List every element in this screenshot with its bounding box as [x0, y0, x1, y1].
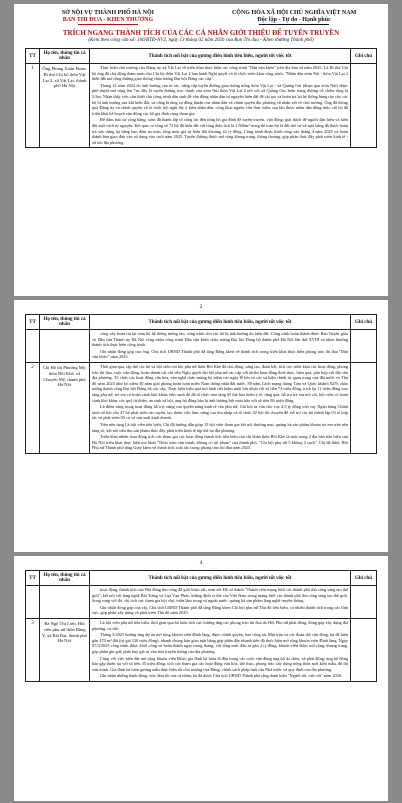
document-page-3: [14, 556, 388, 801]
table-header-row: [26, 571, 377, 586]
achievement-paragraph: Triển khai nhiều hoạt động tích cực tham gia các hoạt động thành tích tiêu biểu của chi đoàn thôn Bồi Khê là một trong 2 địa bàn tiêu biểu của Hà Nội triển khai thực hiện mô hình "Thôn xóm văn minh, không có tội phạm" của thành phố, "Chi hội phụ nữ 5 không 3 sạch". Chị đã được Hội Phụ nữ Thành phố tặng Giấy khen về thành tích xuất sắc trong phong trào thi đua năm 2025.: [92, 434, 348, 451]
table-row-continued: [26, 586, 377, 619]
col-header-note: Ghi chú: [351, 315, 377, 330]
person-info: [40, 586, 90, 619]
table-row: [26, 618, 377, 681]
agency-name: BAN THI ĐUA - KHEN THƯỞNG: [62, 17, 154, 23]
achievement-paragraph: Ghi nhận những hành động, việc làm tốt của cá nhân, bà đã được Chủ tịch UBND Thành phố tặng danh hiệu "Người tốt, việc tốt" năm 2026.: [100, 673, 343, 679]
col-header-name: Họ tên, thông tin cá nhân: [40, 49, 90, 64]
col-header-name: Họ tên, thông tin cá nhân: [40, 315, 90, 330]
achievement-paragraph: Ghi nhận đóng góp của chị, Chủ tịch UBND Thành phố đã tặng Bằng khen Chi hội phụ nữ Thủ đô tiêu biểu, có nhiều thành tích trong các lĩnh vực, góp phần xây dựng và phát triển Thủ đô năm 2025.: [92, 604, 348, 616]
achievements-table: [25, 48, 377, 148]
person-info: [40, 330, 90, 363]
motto: Độc lập - Tự do - Hạnh phúc: [257, 17, 331, 23]
row-number: 3: [26, 618, 40, 681]
note-cell: [351, 64, 377, 148]
table-row-continued: [26, 330, 377, 363]
achievement-paragraph: hoạt động, thành tích của Hội đồng thủ công đã giới khảo sát, xem xét Hồ sơ thành "Thành viên mạng lưới các thành phố thủ công sáng tạo thế giới", kết nối với làng nghề Bát Tràng và Lụa Vạn Phúc, khẳng định vị thế của Việt Nam trong mạng lưới các thành phố thủ công sáng tạo thế giới. Song song với đó, chị tích cực tham gia hội chợ, triển lãm trong và ngoài nước, quảng bá sản phẩm làng nghề truyền thống.: [92, 587, 348, 604]
achievement-text: [90, 618, 351, 681]
national-motto-block: [208, 10, 380, 25]
note-cell: [351, 362, 377, 453]
achievement-text: [90, 330, 351, 363]
agency-block: [22, 10, 194, 25]
col-header-note: Ghi chú: [351, 571, 377, 586]
country-name: CỘNG HÒA XÃ HỘI CHỦ NGHĨA VIỆT NAM: [231, 10, 357, 16]
person-info: Bà Ngô Thị Liên, Hội viên phụ nữ thôn Bằng Y, xã Bát Bạt, thành phố Hà Nội: [40, 618, 90, 681]
achievement-paragraph: Thực hiện chủ trương của Đảng ủy xã Vật Lại về triển khai thực hiện các công trình "Dân vận khéo" trên địa bàn xã năm 2025. Là Bí thư Chi bộ ông đã chủ động tham mưu cho Chi bộ thôn Vật Lại 2 ban hành Nghị quyết và tổ chức triển khai công trình: "Nhân dân xóm Núi - thôn Vật Lại 2 hiến đất mở rộng đường giao thông chào mừng Đại hội Đảng các cấp".: [92, 65, 348, 82]
col-header-name: Họ tên, thông tin cá nhân: [40, 571, 90, 586]
achievement-text: [90, 362, 351, 453]
col-header-achievement: Thành tích nổi bật của gương điển hình tiêu biểu, người tốt việc tốt: [90, 315, 351, 330]
achievement-paragraph: Cùng với việc hiến đất mở rộng khuôn viên Đình, gia đình bà luôn đi đầu trong các cuộc vận động ủng hộ do thôn, xã phát động: ủng hộ đồng bào gặp thiên tai với số tiền 35 triệu đồng; tích cực tham gia các hoạt động văn hóa, thể thao, phong trào xây dựng nông thôn mới kiểu mẫu, đô thị văn minh. Gia đình bà luôn gương mẫu thực hiện tốt chủ trương của Đảng, chính sách pháp luật của Nhà nước và quy định của địa phương.: [92, 655, 348, 672]
col-header-tt: TT: [26, 571, 40, 586]
table-row: [26, 64, 377, 148]
document-page-2: [14, 300, 388, 552]
achievement-paragraph: Ghi nhận đóng góp của ông, Chủ tịch UBND Thành phố đã tặng Bằng khen về thành tích trong triển khai thực hiện phong trào thi đua "Dân vận khéo" năm 2025.: [92, 348, 348, 360]
table-header-row: [26, 315, 377, 330]
document-header: [14, 4, 388, 25]
achievement-paragraph: Thời gian qua, tập thể các hộ và hội viên chi hội phụ nữ thôn Bồi Khê đã chủ động, sáng tạo, đoàn kết, tích cực triển khai các hoạt động, phong trào thi đua, cuộc vận động, hoàn thành các chỉ tiêu Nghị quyết đại hội phụ nữ các cấp với nhiều hoạt động thiết thực, hiệu quả, phù hợp với đặc thù địa phương. Tổ chức các hoạt động văn hóa, văn nghệ chào mừng kỷ niệm các ngày lễ lớn và các sự kiện chính trị quan trọng của đất nước và Thủ đô năm 2025 như kỷ niệm 50 năm giải phóng hoàn toàn miền Nam thống nhất đất nước, 80 năm Cách mạng tháng Tám và Quốc khánh 02/9; chào mừng thành công Đại hội Đảng bộ các cấp. Thực hiện hiệu quả mô hình tiết kiệm nuôi lợn nhựa với số tiền 73 triệu đồng, trích lại 11 triệu đồng trao tặng phụ nữ, trẻ em có hoàn cảnh khó khăn; bên cạnh đó đã tổ chức trao tặng 05 thẻ bảo hiểm y tế, tặng quà, hỗ trợ trẻ em mồ côi, hội viên có hoàn cảnh khó khăn, các quỹ từ thiện, an sinh xã hội, ủng hộ đồng bào bị ảnh hưởng bởi mưa bão với số tiền 86 triệu đồng.: [92, 363, 348, 403]
achievements-table: [25, 570, 377, 682]
motto-underline: [259, 24, 329, 25]
achievement-paragraph: Để đảm bảo sự công bằng, xóm đã thành lập tổ công tác đến từng hộ gia đình để tuyên truyền, vận động; giải thích để người dân hiểu và hiến đất một cách tự nguyện. Kết quả: có tổng số 72 hộ đã hiến đất với tổng diện tích là 1.600m² trong đó toàn bộ là đất thổ cư và một hàng đã được hoàn trả xây dựng lại bằng bảo đảm an toàn, tổng mức giá trị hiến đất khoảng 42 tỷ đồng. Công trình được khởi công vào tháng 4 năm 2025 và hoàn thành bàn giao đưa vào sử dụng vào cuối năm 2025. Tuyến đường được mở rộng khang trang, thông thoáng, góp phần thúc đẩy phát triển kinh tế - xã hội địa phương.: [92, 117, 348, 145]
row-number: [26, 330, 40, 363]
table-row: [26, 362, 377, 453]
person-info: Ông Phùng Xuân Hoan, Bí thư Chi bộ thôn Vật Lại 2, xã Vật Lại, thành phố Hà Nội: [40, 64, 90, 148]
achievement-paragraph: Trên nền tảng Là hội viên tiêu biểu, Chị đã hướng dẫn giúp 15 hội viên tham gia kết nối thương mại, quảng bá sản phẩm khoản trẻ em trên nền tảng số, kết nối tiêu thụ sản phẩm thúc đẩy phát triển kinh tế tập thể tại địa phương.: [92, 421, 348, 433]
col-header-achievement: Thành tích nổi bật của gương điển hình tiêu biểu, người tốt việc tốt: [90, 49, 351, 64]
person-info: Chị Hồ thị Phương Mỹ, thôn Bồi Khê, xã Chuyên Mỹ, thành phố Hà Nội: [40, 362, 90, 453]
row-number: [26, 586, 40, 619]
agency-underline: [78, 24, 138, 25]
achievement-paragraph: Là điểm sáng trong hoạt động hỗ trợ, nâng cao quyền năng kinh tế cho phụ nữ. Chi hội tư vấn cho vay 4,5 tỷ đồng vốn vay Ngân hàng Chính sách xã hội cho 47 hộ phát triển các tuyến, tạo thêm việc làm, nâng cao thu nhập và tổ chức 02 hội thi chuyên đề, hỗ trợ các hộ thành lập 03 tổ hợp tác và phát triển 03 cơ sở sản xuất kinh doanh.: [92, 404, 348, 421]
note-cell: [351, 618, 377, 681]
note-cell: [351, 330, 377, 363]
document-page-1: [14, 4, 388, 296]
col-header-achievement: Thành tích nổi bật của gương điển hình tiêu biểu, người tốt việc tốt: [90, 571, 351, 586]
achievement-paragraph: Là hội viên phụ nữ tiêu biểu, thời gian qua bà luôn tích cực hưởng ứng các phong trào thi đua do Hội Phụ nữ phát động, đóng góp xây dựng địa phương, cụ thể:: [92, 619, 348, 631]
page-number: 2: [199, 304, 203, 310]
document-subtitle: (Kèm theo công văn số: 106/BTĐ-NV2, ngày 13 tháng 02 năm 2026 của Ban Thi đua - Khen thưởng Thành phố): [88, 38, 314, 43]
achievement-text: [90, 64, 351, 148]
achievement-paragraph: Tháng 3/2025 hưởng ứng dự án mở rộng khuôn viên Đình làng, được chính quyền, bao công tác Mặt trận và các đoàn thể vận động, bà đã hiến gần 470 m² đất (trị giá 120 triệu đồng), nhanh chóng bàn giao mặt bằng góp phần đẩy nhanh tiến độ thực hiện mở rộng khuôn viên Đình làng. Ngày 07/3/2025 công trình được khởi công và hoàn thành ngay trong tháng, với tổng mức đầu tư gần 2 tỷ đồng, khuôn viên được mở rộng, khang trang, góp phần gìn giữ, phát huy giá trị văn hóa truyền thống của địa phương.: [92, 632, 348, 654]
row-number: 1: [26, 64, 40, 148]
table-header-row: [26, 49, 377, 64]
achievement-paragraph: Tháng 12 năm 2024 do ảnh hưởng của ác tác, nâng cấp tuyến đường giao thông nông thôn Vật Lại - xã Quảng Oai (đoạn qua xóm Núi) được phê duyệt mở rộng lên 7m, đây là tuyến đường trục chính của xóm Núi thôn Vật Lại 2 nối với xã Quảng Oai, hiện trạng đường cũ chiều rộng là 3,5m. Nhận thấy việc cần thiết cho công trình dân sinh để vận động nhân dân tự nguyện hiến đất để cải tạo và hoàn trả lại hệ thống hàng rào cho các hộ bị ảnh hưởng sau khi hiến đất, và cũng là tăng sự đồng thuận của nhân dân và chính quyền địa phương về nhận xét về chủ trương, Ông đã thông qua Đảng ủy và chính quyền xã tổ chức hội nghị lấy ý kiến nhân dân, công khai nguồn vốn thực hiện, sau khi được nhân dân đồng tình, chi bộ đã triển khai kế hoạch vận động các hộ gia đình cùng tham gia.: [92, 82, 348, 116]
col-header-note: Ghi chú: [351, 49, 377, 64]
note-cell: [351, 586, 377, 619]
col-header-tt: TT: [26, 315, 40, 330]
achievement-paragraph: công xây hoàn trả lại toàn bộ hệ thống tường rào, công trình cho các hộ bị ảnh hưởng do hiến đất. Công trình hoàn thành được Ban Tuyên giáo và Dân vận Thành ủy Hà Nội công nhận công trình Dân vận khéo chào mừng Đại hội Đảng bộ thành phố Hà Nội lần thứ XVIII và khen thưởng thành tích thực hiện công trình.: [92, 331, 348, 348]
achievements-table: [25, 314, 377, 454]
agency-parent: SỞ NỘI VỤ THÀNH PHỐ HÀ NỘI: [61, 10, 154, 16]
col-header-tt: TT: [26, 49, 40, 64]
achievement-text: [90, 586, 351, 619]
document-title: TRÍCH NGANG THÀNH TÍCH CỦA CÁC CÁ NHÂN GIỚI THIỆU ĐỂ TUYÊN TRUYỀN: [62, 29, 340, 37]
row-number: 2: [26, 362, 40, 453]
page-number: 4: [199, 560, 203, 566]
